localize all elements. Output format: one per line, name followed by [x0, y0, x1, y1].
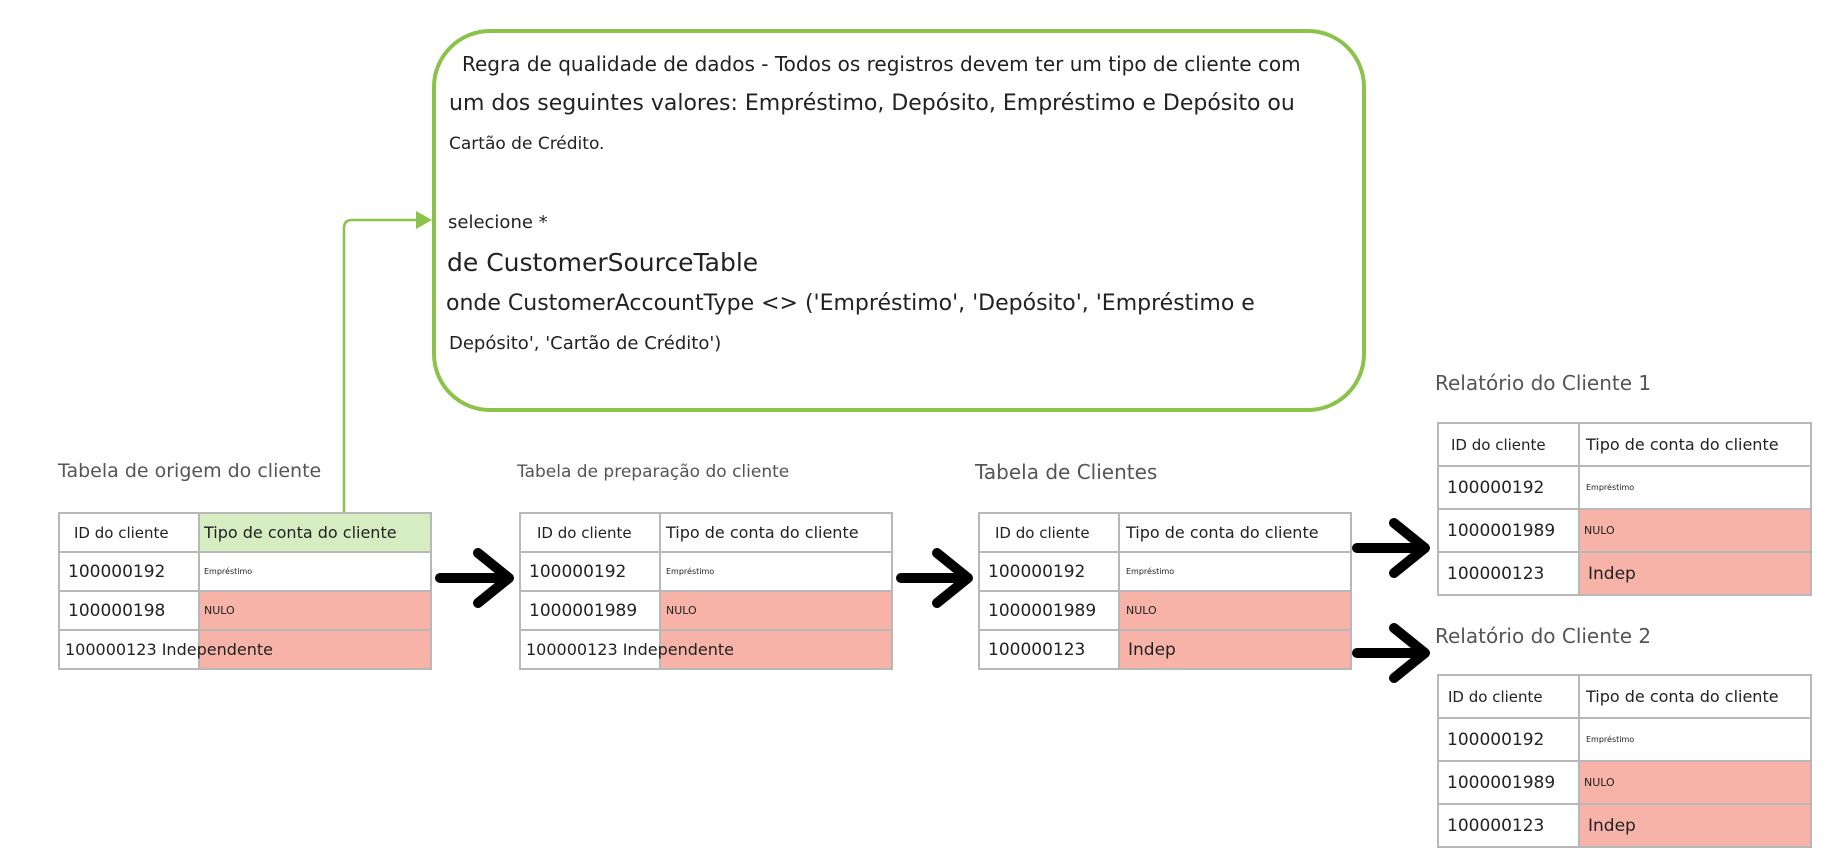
account-type-cell: Empréstimo: [1579, 466, 1811, 509]
account-type-cell: Empréstimo: [1119, 552, 1351, 591]
header-account-type: Tipo de conta do cliente: [660, 513, 892, 552]
account-type-cell-null: NULO: [1579, 761, 1811, 804]
header-customer-id: ID do cliente: [1438, 423, 1579, 466]
sql-where-line-cont: Depósito', 'Cartão de Crédito'): [449, 333, 722, 354]
report-1-title: Relatório do Cliente 1: [1435, 371, 1652, 395]
customer-table-title: Tabela de Clientes: [975, 460, 1158, 484]
account-type-cell-indep: Indep: [1579, 552, 1811, 595]
customer-id-cell: 1000001989: [520, 591, 660, 630]
header-customer-id: ID do cliente: [979, 513, 1119, 552]
account-type-cell: Empréstimo: [1579, 718, 1811, 761]
header-account-type: Tipo de conta do cliente: [1579, 423, 1811, 466]
customer-id-cell: 100000192: [59, 552, 199, 591]
flow-arrow-to-report-2: [1357, 628, 1425, 678]
account-type-cell-indep: Indep: [1579, 804, 1811, 847]
header-customer-id: ID do cliente: [1438, 675, 1579, 718]
report-2-title: Relatório do Cliente 2: [1435, 624, 1652, 648]
account-type-cell-indep: Indep: [1119, 630, 1351, 669]
sql-from-line: de CustomerSourceTable: [447, 248, 759, 277]
rule-connector-arrow: [344, 211, 432, 512]
customer-id-cell: 100000123: [1438, 804, 1579, 847]
sql-select-line: selecione *: [448, 212, 548, 233]
rule-text-line-2: um dos seguintes valores: Empréstimo, Depósito, Empréstimo e Depósito ou: [449, 91, 1295, 116]
header-account-type: Tipo de conta do cliente: [1579, 675, 1811, 718]
rule-text-line-3: Cartão de Crédito.: [449, 134, 605, 154]
combined-value-text: 100000123 Independente: [65, 640, 273, 659]
flow-arrow-source-to-staging: [440, 553, 509, 603]
account-type-cell-null: NULO: [199, 591, 431, 630]
customer-id-cell: 1000001989: [979, 591, 1119, 630]
account-type-cell-null: NULO: [1119, 591, 1351, 630]
customer-id-cell: 100000192: [1438, 718, 1579, 761]
header-customer-id: ID do cliente: [520, 513, 660, 552]
customer-id-cell: 100000192: [1438, 466, 1579, 509]
account-type-cell: Empréstimo: [199, 552, 431, 591]
customer-id-cell: 100000192: [979, 552, 1119, 591]
header-account-type: Tipo de conta do cliente: [199, 513, 431, 552]
customer-id-cell: 100000198: [59, 591, 199, 630]
source-table-title: Tabela de origem do cliente: [58, 460, 322, 482]
combined-value-text: 100000123 Independente: [526, 640, 734, 659]
customer-id-cell: 1000001989: [1438, 761, 1579, 804]
account-type-cell: Empréstimo: [660, 552, 892, 591]
rule-text-line-1: Regra de qualidade de dados - Todos os registros devem ter um tipo de cliente com: [462, 52, 1301, 76]
flow-arrow-to-report-1: [1357, 523, 1425, 573]
customer-id-cell: 1000001989: [1438, 509, 1579, 552]
customer-id-cell: 100000123: [1438, 552, 1579, 595]
flow-arrow-staging-to-customer: [901, 553, 968, 603]
staging-table-title: Tabela de preparação do cliente: [517, 462, 790, 482]
customer-id-cell: 100000123: [979, 630, 1119, 669]
customer-id-cell: 100000192: [520, 552, 660, 591]
account-type-cell-null: NULO: [1579, 509, 1811, 552]
header-account-type: Tipo de conta do cliente: [1119, 513, 1351, 552]
sql-where-line: onde CustomerAccountType <> ('Empréstimo', 'Depósito', 'Empréstimo e: [446, 291, 1255, 316]
header-customer-id: ID do cliente: [59, 513, 199, 552]
account-type-cell-null: NULO: [660, 591, 892, 630]
